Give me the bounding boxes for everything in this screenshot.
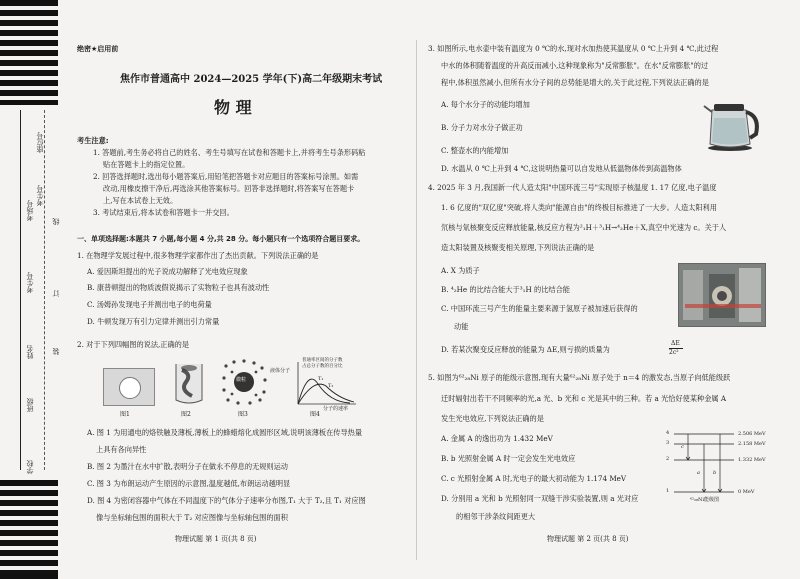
tokamak-illustration <box>679 264 765 326</box>
transition-a-label: a <box>697 470 700 476</box>
notes-heading: 考生注意: <box>77 136 109 145</box>
wax-circle <box>119 377 141 399</box>
level-energy-1: 0 MeV <box>738 489 755 495</box>
stripe <box>0 70 58 76</box>
q1-option-c: C. 汤姆孙发现电子并测出电子的电荷量 <box>87 300 212 309</box>
stripe <box>0 500 58 506</box>
fig3-caption: 图3 <box>238 411 248 418</box>
q3-stem-3: 程中,体积虽然减小,但所有水分子间的总势能是增大的,关于此过程,下列说法正确的是 <box>441 78 709 87</box>
q4-stem-1: 4. 2025 年 3 月,我国新一代人造太阳"中国环流三号"实现原子核温度 1. 17 亿度,电子温度 <box>428 183 717 192</box>
stripe <box>0 480 58 486</box>
fig3-particle-label: 微粒 <box>236 377 247 383</box>
level-n-4: 4 <box>666 430 670 436</box>
fig4-ylabel-2: 占总分子数的百分比 <box>302 364 343 369</box>
fig4-caption: 图4 <box>310 411 320 418</box>
energy-level-diagram <box>664 430 784 508</box>
fig1-plate <box>103 368 155 406</box>
stripe <box>0 10 58 16</box>
section-heading: 一、单项选择题:本题共 7 小题,每小题 4 分,共 28 分。每小题只有一个选项符合题目要求。 <box>77 235 365 243</box>
fig3-liquid-label: 液体分子 <box>270 368 291 374</box>
stripe <box>0 490 58 496</box>
q2-option-d: D. 图 4 为密闭容器中气体在不同温度下的气体分子速率分布图,T₁ 大于 T₂,且 T₁ 对应图 <box>87 496 366 505</box>
stripe <box>0 520 58 526</box>
q4-stem-2: 1. 6 亿度的"双亿度"突破,将人类向"能源自由"的终极目标推进了一大步。人造太阳利用 <box>441 203 717 212</box>
q3-option-b: B. 分子力对水分子做正功 <box>441 123 523 132</box>
q3-option-d: D. 水温从 0 ℃上升到 4 ℃,这说明热量可以自发地从低温物体传到高温物体 <box>441 164 682 173</box>
q5-stem-2: 迁时辐射出若干不同频率的光,a 光、b 光和 c 光是其中的三种。若 a 光恰好使某种金属 A <box>441 394 727 403</box>
kettle-photo <box>700 94 762 152</box>
q4-option-c-cont: 动能 <box>454 322 469 331</box>
note-line: 3. 考试结束后,将本试卷和答题卡一并交回。 <box>93 208 234 217</box>
note-line: 改动,用橡皮擦干净后,再选涂其他答案标号。回答非选择题时,将答案写在答题卡 <box>103 184 355 193</box>
q5-option-c: C. c 光照射金属 A 时,光电子的最大初动能为 1.174 MeV <box>441 474 627 483</box>
confidential-mark: 绝密★启用前 <box>77 45 119 53</box>
level-n-2: 2 <box>666 456 670 462</box>
q5-option-b: B. b 光照射金属 A 时一定会发生光电效应 <box>441 454 576 463</box>
fig1-caption: 图1 <box>120 411 130 418</box>
q5-option-a: A. 金属 A 的逸出功为 1.432 MeV <box>441 434 553 443</box>
stripe <box>0 100 58 105</box>
stripe <box>0 90 58 96</box>
q2-option-a: A. 图 1 为用通电的烙铁触及薄板,薄板上的蜂蜡熔化成圆形区域,说明该薄板在传导热量 <box>87 428 363 437</box>
candidate-no-label: 考生号 <box>36 185 44 206</box>
energy-levels-svg <box>664 430 784 508</box>
fig4-ylabel-1: 普通率区间的分子数 <box>302 358 343 363</box>
subject-title: 物 理 <box>214 98 252 117</box>
stripe <box>0 20 58 26</box>
note-line: 1. 答题前,考生务必将自己的姓名、考生号填写在试卷和答题卡上,并将考生号条形码粘 <box>93 148 366 157</box>
exam-no-label: 考生号 <box>26 272 34 293</box>
q2-option-a-cont: 上具有各向异性 <box>96 445 147 454</box>
page-divider <box>416 40 417 560</box>
fig4-t2-label: T₂ <box>328 383 334 389</box>
fig4-xlabel: 分子的速率 <box>323 406 349 412</box>
stripe <box>0 30 58 36</box>
q2-stem: 2. 对于下列四幅图的说法,正确的是 <box>77 340 190 349</box>
footer-left: 物理试题 第 1 页(共 8 页) <box>175 535 257 543</box>
footer-right: 物理试题 第 2 页(共 8 页) <box>547 535 629 543</box>
stripe <box>0 0 58 6</box>
stripe <box>0 510 58 516</box>
q4-option-a: A. X 为质子 <box>441 266 480 275</box>
level-energy-2: 1.332 MeV <box>738 457 766 463</box>
q4-option-d: D. 若某次聚变反应释放的能量为 ΔE,则亏损的质量为 <box>441 345 610 354</box>
fig2-caption: 图2 <box>181 411 191 418</box>
kettle-illustration <box>700 94 762 152</box>
q2-option-b: B. 图 2 为墨汁在水中扩散,表明分子在做永不停息的无规则运动 <box>87 462 288 471</box>
fraction-numerator: ΔE <box>671 340 680 347</box>
fig4-t1-label: T₁ <box>318 376 324 382</box>
level-n-3: 3 <box>666 440 670 446</box>
tokamak-photo <box>678 263 766 327</box>
transition-b-label: b <box>713 470 717 476</box>
q5-stem-3: 发生光电效应,下列说法正确的是 <box>441 414 544 423</box>
q4-stem-3: 氘核与氚核聚变反应释放能量,核反应方程为²₁H＋³₁H→⁴₂He＋X,真空中光速为 c。关于人 <box>441 223 727 232</box>
level-energy-4: 2.506 MeV <box>738 431 766 437</box>
q4-option-b: B. ⁴₂He 的比结合能大于³₁H 的比结合能 <box>441 285 570 294</box>
class-label: 班级 <box>26 398 34 412</box>
stripe <box>0 60 58 66</box>
q5-option-d-cont: 的相邻干涉条纹间距更大 <box>456 512 536 521</box>
beaker-illustration <box>170 360 208 406</box>
q5-stem-1: 5. 如图为⁶²₂₈Ni 原子的能级示意图,现有大量⁶²₂₈Ni 原子处于 n＝4 的激发态,当原子向低能级跃 <box>428 373 731 382</box>
q1-option-d: D. 牛顿发现万有引力定律并测出引力常量 <box>87 317 220 326</box>
school-label: 学校 <box>26 460 34 474</box>
q4-option-c: C. 中国环流三号产生的能量主要来源于氢原子被加速后获得的 <box>441 304 638 313</box>
note-line: 上,写在本试卷上无效。 <box>103 196 178 205</box>
q1-option-b: B. 康普顿提出的物质波假说揭示了实物粒子也具有波动性 <box>87 283 270 292</box>
line-char: 线 <box>52 218 60 225</box>
name-label: 姓名 <box>26 345 34 359</box>
q2-option-d-cont: 像与坐标轴包围的面积大于 T₂ 对应图像与坐标轴包围的面积 <box>96 513 288 522</box>
fraction-denominator: 2c² <box>669 349 679 356</box>
q1-stem: 1. 在物理学发展过程中,很多物理学家都作出了杰出贡献。下列说法正确的是 <box>77 251 319 260</box>
fig2-beaker <box>170 360 208 406</box>
seat-label: 座位号 <box>36 132 44 153</box>
q3-option-a: A. 每个水分子的动能均增加 <box>441 100 530 109</box>
fig4-distribution <box>290 358 360 410</box>
q2-option-c: C. 图 3 为布朗运动产生原因的示意图,温度越低,布朗运动越明显 <box>87 479 291 488</box>
cut-line <box>44 110 45 470</box>
q5-option-d: D. 分别用 a 光和 b 光照射同一双缝干涉实验装置,则 a 光对应 <box>441 494 639 503</box>
stripe <box>0 560 58 566</box>
stripe <box>0 40 58 46</box>
diagram-caption: ⁶²₂₈Ni能级图 <box>690 497 719 503</box>
fig3-brownian <box>220 358 268 406</box>
binding-rule <box>20 110 21 470</box>
level-n-1: 1 <box>666 488 670 494</box>
stripe <box>0 570 58 579</box>
q1-option-a: A. 爱因斯坦提出的光子说成功解释了光电效应现象 <box>87 267 248 276</box>
q3-option-c: C. 整壶水的内能增加 <box>441 146 509 155</box>
stripe <box>0 540 58 546</box>
exam-title: 焦作市普通高中 2024—2025 学年(下)高二年级期末考试 <box>120 74 383 85</box>
stripe <box>0 50 58 56</box>
stripe <box>0 530 58 536</box>
note-line: 2. 回答选择题时,选出每小题答案后,用铅笔把答题卡对应题目的答案标号涂黑。如需 <box>93 172 359 181</box>
q3-stem-1: 3. 如图所示,电水壶中装有温度为 0 ℃的水,现对水加热使其温度从 0 ℃上升到 4 ℃,此过程 <box>428 44 719 53</box>
transition-c-label: c <box>681 444 684 450</box>
staple-char: 装 <box>52 348 60 355</box>
q4-stem-4: 造太阳装置及核聚变相关原理,下列说法正确的是 <box>441 243 595 252</box>
stripe <box>0 550 58 556</box>
level-energy-3: 2.158 MeV <box>738 441 766 447</box>
bind-char: 订 <box>52 290 60 297</box>
q3-stem-2: 中水的体积随着温度的升高反而减小,这种现象称为"反常膨胀"。在水"反常膨胀"的过 <box>441 61 709 70</box>
exam-room-label: 考场号 <box>26 200 34 221</box>
note-line: 贴在答题卡上的指定位置。 <box>103 160 190 169</box>
stripe <box>0 80 58 86</box>
